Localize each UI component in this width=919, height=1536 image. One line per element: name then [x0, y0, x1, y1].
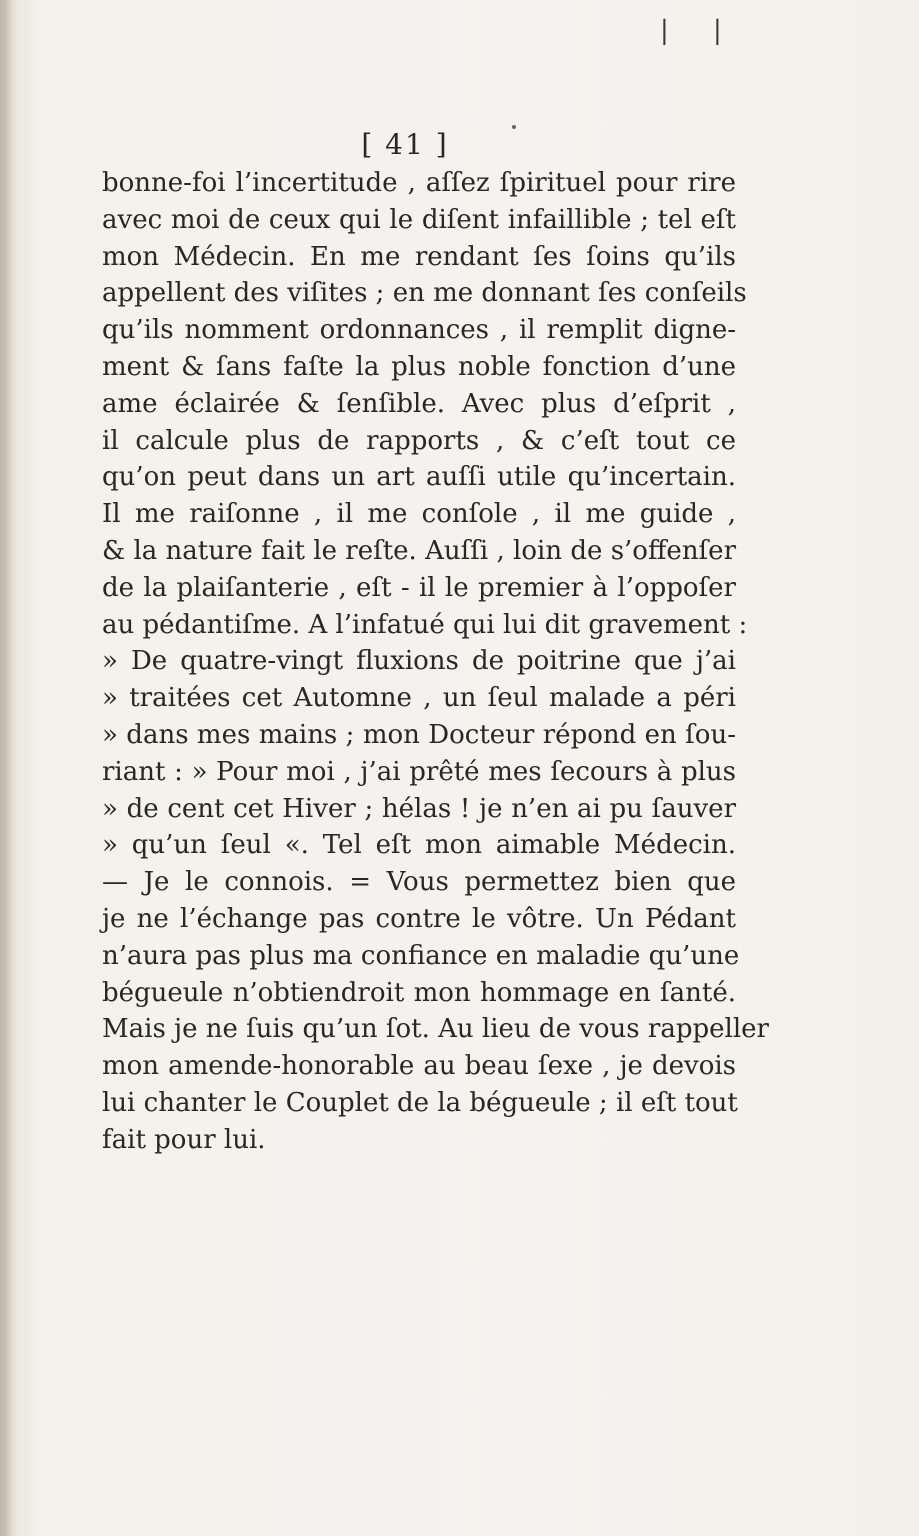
text-line-16: » dans mes mains ; mon Docteur répond en ſou- — [102, 719, 736, 750]
text-line-11: & la nature fait le reſte. Auſſi , loin de s’offenſer — [102, 535, 736, 566]
corner-marks: | | — [660, 16, 740, 46]
text-line-20: — Je le connois. = Vous permettez bien que — [102, 867, 736, 898]
text-line-6: ment & ſans faſte la plus noble fonction d’une — [102, 351, 736, 382]
text-line-10: Il me raiſonne , il me conſole , il me guide , — [102, 499, 736, 530]
text-line-14: » De quatre-vingt fluxions de poitrine que j’ai — [102, 646, 736, 677]
page-gutter-shadow — [0, 0, 14, 1536]
page-number: [ 41 ] — [361, 128, 449, 161]
text-line-17: riant : » Pour moi , j’ai prêté mes ſecours à plus — [102, 756, 736, 787]
text-line-3: mon Médecin. En me rendant ſes ſoins qu’ils — [102, 241, 736, 272]
text-line-22: n’aura pas plus ma confiance en maladie qu’une — [102, 940, 740, 971]
text-line-8: il calcule plus de rapports , & c’eſt tout ce — [102, 425, 736, 456]
text-line-9: qu’on peut dans un art auſſi utile qu’incertain. — [102, 462, 736, 493]
text-line-18: » de cent cet Hiver ; hélas ! je n’en ai pu ſauver — [102, 793, 736, 824]
text-line-19: » qu’un ſeul «. Tel eſt mon aimable Médecin. — [102, 830, 736, 861]
text-line-5: qu’ils nomment ordonnances , il remplit digne- — [102, 315, 736, 346]
text-line-12: de la plaiſanterie , eſt - il le premier à l’oppoſer — [102, 572, 736, 603]
text-line-15: » traitées cet Automne , un ſeul malade a péri — [102, 683, 736, 714]
text-line-7: ame éclairée & ſenſible. Avec plus d’eſprit , — [102, 388, 736, 419]
text-line-21: je ne l’échange pas contre le vôtre. Un Pédant — [102, 903, 736, 934]
text-line-24: Mais je ne ſuis qu’un ſot. Au lieu de vous rappeller — [102, 1014, 769, 1045]
text-line-2: avec moi de ceux qui le diſent infaillible ; tel eſt — [102, 204, 736, 235]
text-line-4: appellent des viſites ; en me donnant ſes conſeils — [102, 278, 747, 309]
body-text — [102, 165, 769, 1159]
text-line-25: mon amende-honorable au beau ſexe , je devois — [102, 1051, 736, 1082]
text-line-13: au pédantiſme. A l’infatué qui lui dit gravement : — [102, 609, 748, 640]
text-line-26: lui chanter le Couplet de la bégueule ; il eſt tout — [102, 1087, 738, 1118]
text-line-1: bonne-foi l’incertitude , aſſez ſpirituel pour rire — [102, 168, 736, 198]
text-line-27: fait pour lui. — [102, 1124, 266, 1155]
text-line-23: bégueule n’obtiendroit mon hommage en ſanté. — [102, 977, 736, 1008]
